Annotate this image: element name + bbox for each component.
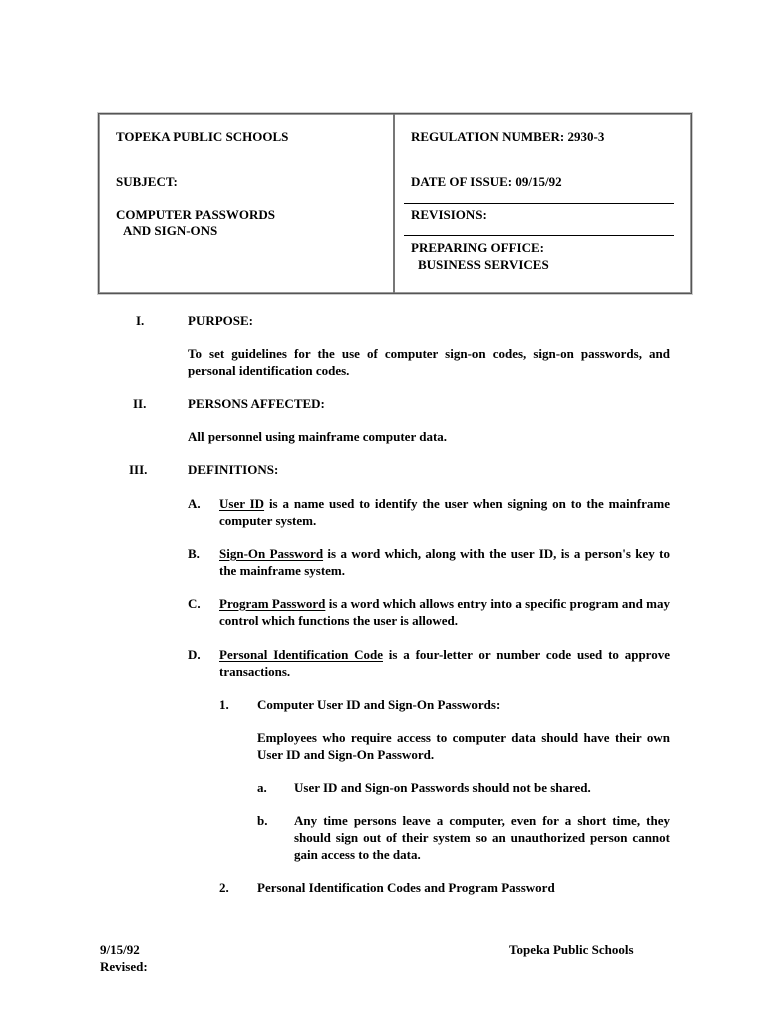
section-number: II.: [133, 396, 147, 411]
list-item-text: Any time persons leave a computer, even for a short time, they should sign out of their system so an unauthorized person cannot gain access to the data.: [294, 813, 670, 862]
persons-text: All personnel using mainframe computer data.: [188, 429, 448, 444]
subsection-heading: Personal Identification Codes and Program Password: [257, 880, 555, 895]
preparing-office-value: BUSINESS SERVICES: [418, 257, 549, 272]
list-item-label: b.: [257, 813, 268, 828]
definition-text: Program Password is a word which allows entry into a specific program and may control which functions the user is allowed.: [219, 596, 670, 628]
section-heading: DEFINITIONS:: [188, 462, 279, 477]
definition-text: User ID is a name used to identify the user when signing on to the mainframe computer system.: [219, 496, 670, 528]
definition-label: B.: [188, 546, 200, 561]
date-of-issue: DATE OF ISSUE: 09/15/92: [411, 174, 562, 189]
date-rule: [404, 203, 674, 204]
footer-date: 9/15/92: [100, 942, 140, 957]
section-number: I.: [136, 313, 145, 328]
subsection-label: 1.: [219, 697, 229, 712]
definition-term: Personal Identification Code: [219, 647, 383, 662]
definition-term: Program Password: [219, 596, 326, 611]
preparing-office-label: PREPARING OFFICE:: [411, 240, 545, 255]
section-number: III.: [129, 462, 148, 477]
section-heading: PERSONS AFFECTED:: [188, 396, 325, 411]
definition-label: D.: [188, 647, 201, 662]
org-name: TOPEKA PUBLIC SCHOOLS: [116, 129, 289, 144]
definition-text: Sign-On Password is a word which, along with the user ID, is a person's key to the mainframe system.: [219, 546, 670, 578]
list-item-label: a.: [257, 780, 267, 795]
header-divider: [393, 114, 395, 293]
definition-term: User ID: [219, 496, 265, 511]
definition-term: Sign-On Password: [219, 546, 324, 561]
footer-org: Topeka Public Schools: [509, 942, 634, 957]
subsection-heading: Computer User ID and Sign-On Passwords:: [257, 697, 501, 712]
revisions-label: REVISIONS:: [411, 207, 487, 222]
section-heading: PURPOSE:: [188, 313, 253, 328]
subject-title-line2: AND SIGN-ONS: [123, 223, 218, 238]
regulation-number: REGULATION NUMBER: 2930-3: [411, 129, 605, 144]
subsection-text: Employees who require access to computer data should have their own User ID and Sign-On Password.: [257, 730, 670, 762]
subject-label: SUBJECT:: [116, 174, 178, 189]
definition-label: C.: [188, 596, 201, 611]
purpose-text: To set guidelines for the use of computer sign-on codes, sign-on passwords, and personal identification codes.: [188, 346, 670, 378]
footer-revised: Revised:: [100, 959, 148, 974]
subject-title-line1: COMPUTER PASSWORDS: [116, 207, 276, 222]
subsection-label: 2.: [219, 880, 229, 895]
revisions-rule: [404, 235, 674, 236]
definition-label: A.: [188, 496, 201, 511]
definition-text: Personal Identification Code is a four-letter or number code used to approve transactions.: [219, 647, 670, 679]
list-item-text: User ID and Sign-on Passwords should not be shared.: [294, 780, 591, 795]
